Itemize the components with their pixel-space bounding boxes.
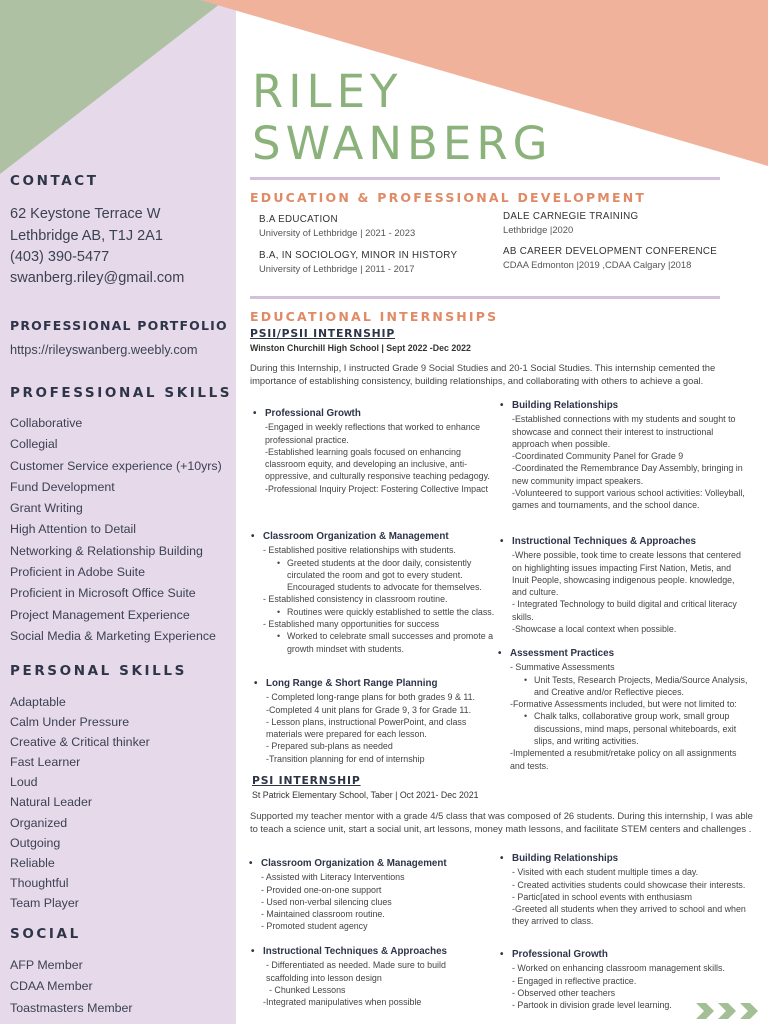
training-title: AB CAREER DEVELOPMENT CONFERENCE [503,246,718,257]
chevron-right-icon [696,1002,762,1020]
education-title: B.A EDUCATION [259,214,338,225]
block-line: -Implemented a resubmit/retake policy on all assignments and tests. [510,748,737,771]
block-sub-bullet: • Worked to celebrate small successes and promote a growth mindset with students. [263,630,503,655]
education-subtitle: University of Lethbridge | 2011 - 2017 [259,263,415,274]
list-item: Reliable [10,855,55,870]
block-line: - Provided one-on-one support [261,884,382,895]
list-item: Networking & Relationship Building [10,543,203,558]
block-line: -Volunteered to support various school activities: Volleyball, games and tournaments, and the school dance. [512,488,745,511]
list-item: Project Management Experience [10,607,190,622]
block-line: - Maintained classroom routine. [261,909,385,920]
block-heading: • Building Relationships [512,853,750,865]
block-line: - Worked on enhancing classroom management skills. [512,963,725,974]
block-line: - Partic[ated in school events with enthusiasm [512,891,693,902]
contact-phone: (403) 390-5477 [10,249,110,265]
list-item: Creative & Critical thinker [10,735,150,750]
psii-classroom-management [263,531,503,655]
block-line: - Summative Assessments [510,662,615,673]
list-item: Thoughtful [10,875,69,890]
block-line: -Where possible, took time to create lessons that centered on highlighting issues impacting First Nation, Metis, and Inuit People, showcasing indigenous people. knowledge, and culture. [512,550,741,598]
block-sub-bullet: • Chalk talks, collaborative group work, small group discussions, mind maps, personal whiteboards, exit slips, and writing activities. [510,710,750,747]
block-line: - Promoted student agency [261,921,368,932]
list-item: Outgoing [10,835,61,850]
block-line: - Visited with each student multiple times a day. [512,867,699,878]
social-list [10,955,133,1019]
block-line: - Differentiated as needed. Made sure to build scaffolding into lesson design [266,960,446,983]
block-sub-bullet: • Unit Tests, Research Projects, Media/Source Analysis, and Creative and/or Reflective pieces. [510,674,750,699]
last-name: SWANBERG [252,117,553,170]
personal-skills-list [10,692,150,913]
education-title: B.A, IN SOCIOLOGY, MINOR IN HISTORY [259,250,458,261]
block-line: - Established many opportunities for success [263,619,440,630]
block-sub-bullet: • Routines were quickly established to settle the class. [263,606,503,618]
contact-heading: CONTACT [10,173,99,189]
block-line: - Lesson plans, instructional PowerPoint, and class materials were prepared for each lesson. [266,716,467,740]
list-item: CDAA Member [10,979,93,994]
block-heading: • Professional Growth [512,949,762,961]
main-content [236,0,768,1024]
block-line: - Created activities students could showcase their interests. [512,879,746,890]
education-subtitle: University of Lethbridge | 2021 - 2023 [259,227,416,238]
psii-summary: During this Internship, I instructed Grade 9 Social Studies and 20-1 Social Studies. This internship cemented the importance of establishing consistency, building relationships, and collaborating with others to achieve a goal. [250,362,716,386]
list-item: Collaborative [10,416,83,430]
block-heading: • Assessment Practices [510,648,750,660]
block-heading: • Instructional Techniques & Approaches [263,946,473,958]
psi-summary: Supported my teacher mentor with a grade 4/5 class that was composed of 26 students. During this internship, I was able to teach a science unit, start a social unit, art lessons, money math lessons, and facilitate STEM centers and challenges . [250,810,753,834]
social-heading: SOCIAL [10,926,81,942]
list-item: Calm Under Pressure [10,715,130,730]
list-item: Natural Leader [10,795,92,810]
block-line: -Integrated manipulatives when possible [263,997,422,1008]
block-line: - Engaged in reflective practice. [512,975,637,986]
block-line: -Coordinated the Remembrance Day Assembly, bringing in new community impact speakers. [512,463,743,486]
block-line: -Coordinated Community Panel for Grade 9 [512,451,684,462]
personal-skills-heading: PERSONAL SKILLS [10,663,187,679]
psii-planning [266,678,502,765]
psii-title: PSII/PSII INTERNSHIP [250,327,396,340]
block-heading: • Classroom Organization & Management [263,531,503,543]
block-line: -Established learning goals focused on enhancing classroom equity, and developing an inclusive, anti-oppressive, and culturally responsive teaching pedagogy. [265,446,490,482]
education-heading: EDUCATION & PROFESSIONAL DEVELOPMENT [250,190,647,205]
block-line: -Engaged in weekly reflections that worked to enhance professional practice. [265,422,481,445]
contact-email[interactable]: swanberg.riley@gmail.com [10,270,185,286]
internships-heading: EDUCATIONAL INTERNSHIPS [250,309,499,324]
psi-classroom-management [261,858,501,933]
block-heading: • Classroom Organization & Management [261,858,501,870]
block-heading: • Long Range & Short Range Planning [266,678,502,690]
list-item: Proficient in Microsoft Office Suite [10,586,196,601]
block-line: - Used non-verbal silencing clues [261,896,392,907]
block-line: -Greeted all students when they arrived to school and when they arrived to class. [512,904,746,927]
psi-building-relationships [512,853,750,928]
list-item: Customer Service experience (+10yrs) [10,458,222,473]
list-item: Loud [10,775,38,790]
block-line: - Established positive relationships with students. [263,545,456,556]
psii-professional-growth [265,408,503,495]
list-item: Proficient in Adobe Suite [10,565,146,580]
list-item: Fast Learner [10,755,81,770]
portfolio-heading: PROFESSIONAL PORTFOLIO [10,318,228,333]
block-line: - Established consistency in classroom routine. [263,594,448,605]
divider [250,177,720,180]
block-line: -Showcase a local context when possible. [512,624,677,635]
training-subtitle: Lethbridge |2020 [503,224,574,235]
block-line: -Transition planning for end of internship [266,753,425,764]
block-line: - Partook in division grade level learning. [512,1000,672,1011]
block-line: - Assisted with Literacy Interventions [261,872,405,883]
block-line: - Chunked Lessons [269,984,346,995]
psi-school: St Patrick Elementary School, Taber | Oct 2021- Dec 2021 [252,790,479,800]
list-item: Social Media & Marketing Experience [10,628,216,643]
divider [250,296,720,299]
block-sub-bullet: • Greeted students at the door daily, consistently circulated the room and got to every student. Encouraged students to advocate for themselves. [263,557,503,594]
list-item: Organized [10,815,68,830]
list-item: Team Player [10,895,79,910]
psi-title: PSI INTERNSHIP [252,774,361,787]
block-line: - Completed long-range plans for both grades 9 & 11. [266,692,476,703]
contact-address-line2: Lethbridge AB, T1J 2A1 [10,228,163,244]
block-line: -Professional Inquiry Project: Fostering Collective Impact [265,483,488,494]
psii-assessment-practices [510,648,750,772]
professional-skills-list [10,413,222,647]
psii-school: Winston Churchill High School | Sept 2022 -Dec 2022 [250,343,471,353]
block-line: -Formative Assessments included, but were not limited to: [510,699,737,710]
block-line: - Observed other teachers [512,987,616,998]
block-line: -Completed 4 unit plans for Grade 9, 3 for Grade 11. [266,704,472,715]
training-subtitle: CDAA Edmonton |2019 ,CDAA Calgary |2018 [503,259,692,270]
psi-instructional-techniques [263,946,473,1008]
block-line: - Prepared sub-plans as needed [266,741,393,752]
block-heading: • Instructional Techniques & Approaches [512,536,748,548]
block-line: - Integrated Technology to build digital and critical literacy skills. [512,599,737,622]
list-item: Grant Writing [10,501,83,516]
block-heading: • Building Relationships [512,400,748,412]
list-item: Fund Development [10,479,115,494]
psii-instructional-techniques [512,536,748,635]
sidebar [0,0,236,1024]
first-name: RILEY [252,65,403,118]
psii-building-relationships [512,400,748,512]
list-item: Adaptable [10,695,66,709]
block-heading: • Professional Growth [265,408,503,420]
block-line: -Established connections with my students and sought to showcase and connect their interest to instructional approach when possible. [512,414,736,449]
list-item: Collegial [10,437,58,452]
professional-skills-heading: PROFESSIONAL SKILLS [10,385,233,401]
contact-address-line1: 62 Keystone Terrace W [10,206,161,222]
portfolio-link[interactable]: https://rileyswanberg.weebly.com [10,342,198,357]
training-title: DALE CARNEGIE TRAINING [503,211,639,222]
list-item: Toastmasters Member [10,1000,133,1015]
list-item: AFP Member [10,958,83,972]
list-item: High Attention to Detail [10,522,137,537]
